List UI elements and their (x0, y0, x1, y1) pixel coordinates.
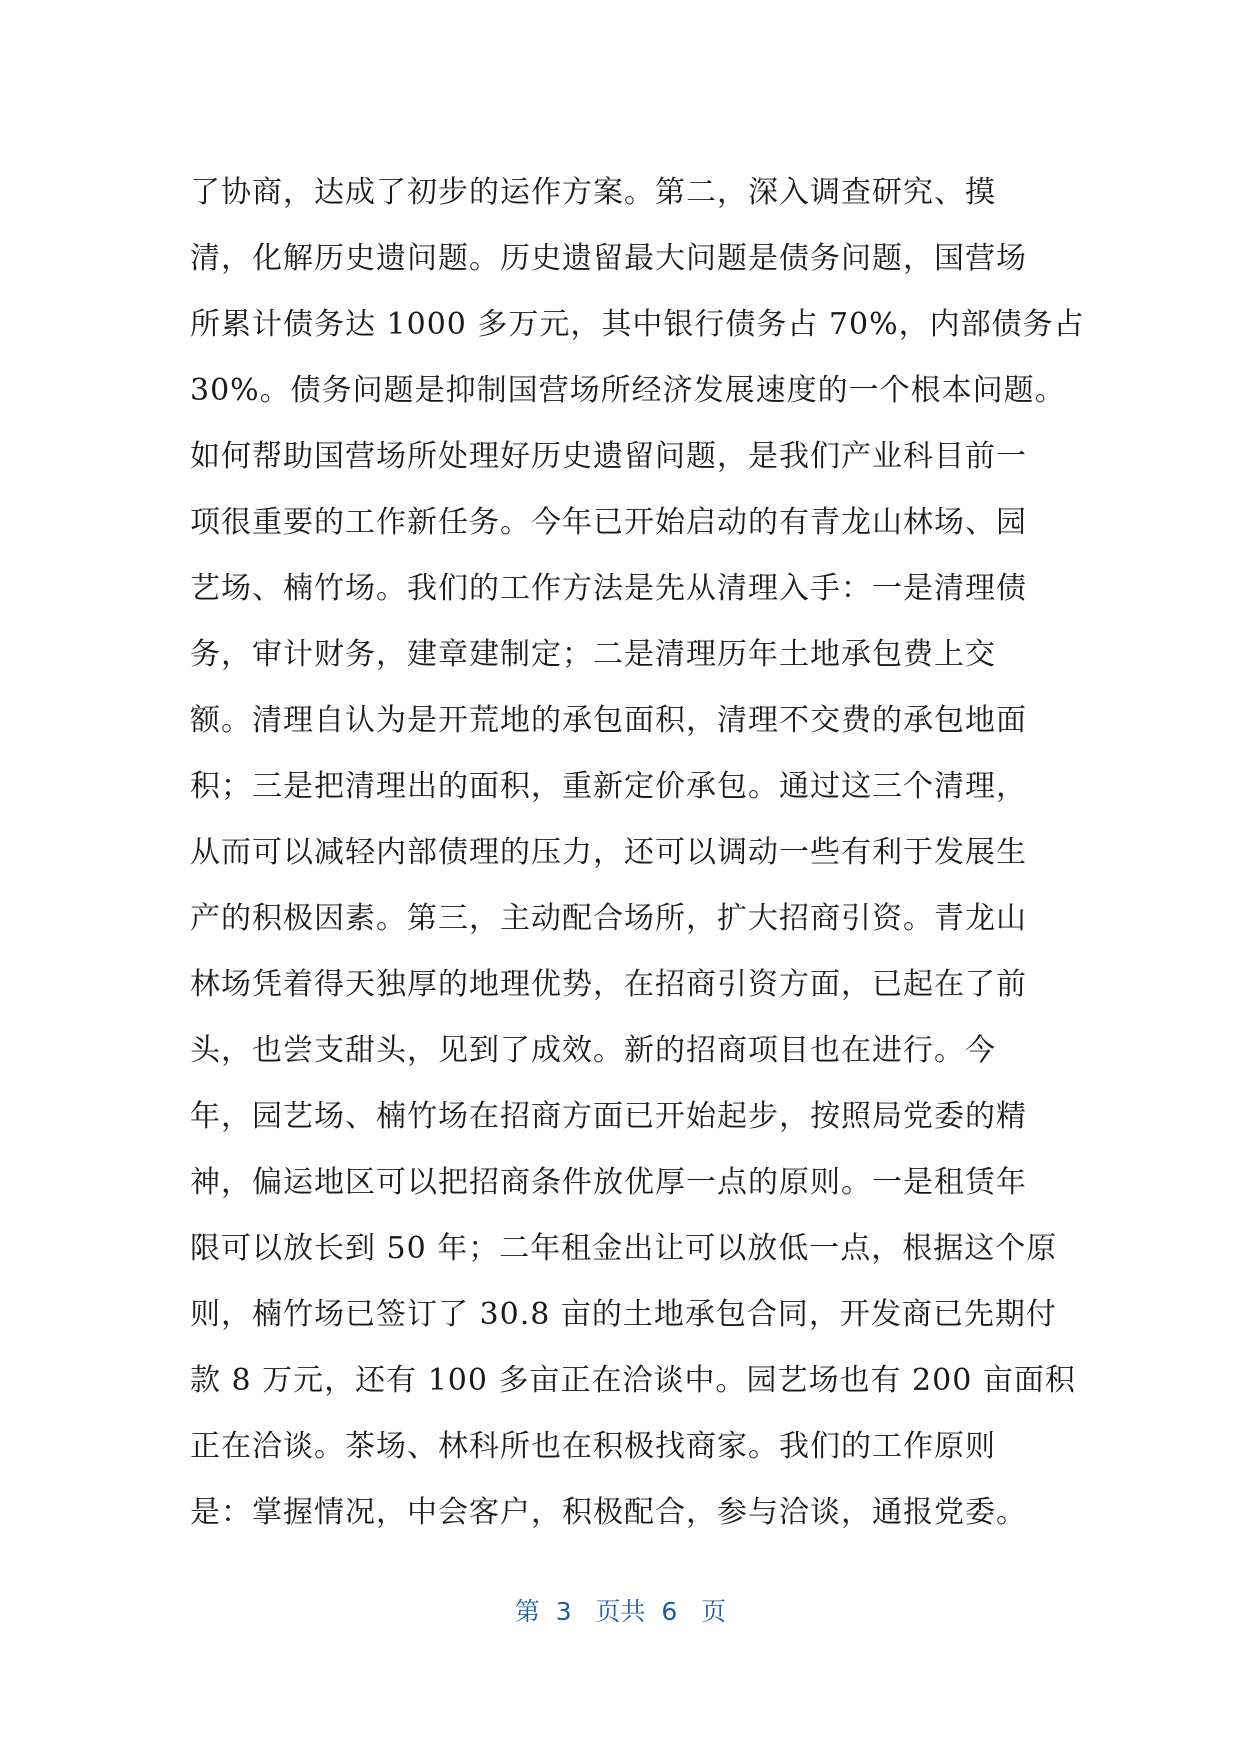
text-line: 艺场、楠竹场。我们的工作方法是先从清理入手：一是清理债 (190, 571, 1027, 606)
text-line: 是：掌握情况，中会客户，积极配合，参与洽谈，通报党委。 (190, 1495, 1027, 1530)
text-line: 30%。债务问题是抑制国营场所经济发展速度的一个根本问题。 (190, 373, 1066, 408)
text-line: 正在洽谈。茶场、林科所也在积极找商家。我们的工作原则 (190, 1429, 996, 1464)
text-line: 积；三是把清理出的面积，重新定价承包。通过这三个清理， (190, 769, 1027, 804)
text-line: 则，楠竹场已签订了 30.8 亩的土地承包合同，开发商已先期付 (190, 1297, 1057, 1332)
text-line: 产的积极因素。第三，主动配合场所，扩大招商引资。青龙山 (190, 901, 1027, 936)
text-line: 所累计债务达 1000 多万元，其中银行债务占 70%，内部债务占 (190, 307, 1085, 342)
text-line: 务，审计财务，建章建制定；二是清理历年土地承包费上交 (190, 637, 996, 672)
text-line: 林场凭着得天独厚的地理优势，在招商引资方面，已起在了前 (190, 967, 1027, 1002)
text-line: 额。清理自认为是开荒地的承包面积，清理不交费的承包地面 (190, 703, 1027, 738)
text-line: 如何帮助国营场所处理好历史遗留问题，是我们产业科目前一 (190, 439, 1027, 474)
text-line: 款 8 万元，还有 100 多亩正在洽谈中。园艺场也有 200 亩面积 (190, 1363, 1076, 1398)
text-line: 了协商，达成了初步的运作方案。第二，深入调查研究、摸 (190, 175, 996, 210)
text-line: 头，也尝支甜头，见到了成效。新的招商项目也在进行。今 (190, 1033, 996, 1068)
text-line: 限可以放长到 50 年；二年租金出让可以放低一点，根据这个原 (190, 1231, 1058, 1266)
body-text (190, 160, 1085, 1546)
text-line: 项很重要的工作新任务。今年已开始启动的有青龙山林场、园 (190, 505, 1027, 540)
text-line: 从而可以减轻内部债理的压力，还可以调动一些有利于发展生 (190, 835, 1027, 870)
text-line: 神，偏运地区可以把招商条件放优厚一点的原则。一是租赁年 (190, 1165, 1027, 1200)
page-number-footer: 第 3 页共 6 页 (514, 1597, 727, 1626)
text-line: 清，化解历史遗问题。历史遗留最大问题是债务问题，国营场 (190, 241, 1027, 276)
text-line: 年，园艺场、楠竹场在招商方面已开始起步，按照局党委的精 (190, 1099, 1027, 1134)
